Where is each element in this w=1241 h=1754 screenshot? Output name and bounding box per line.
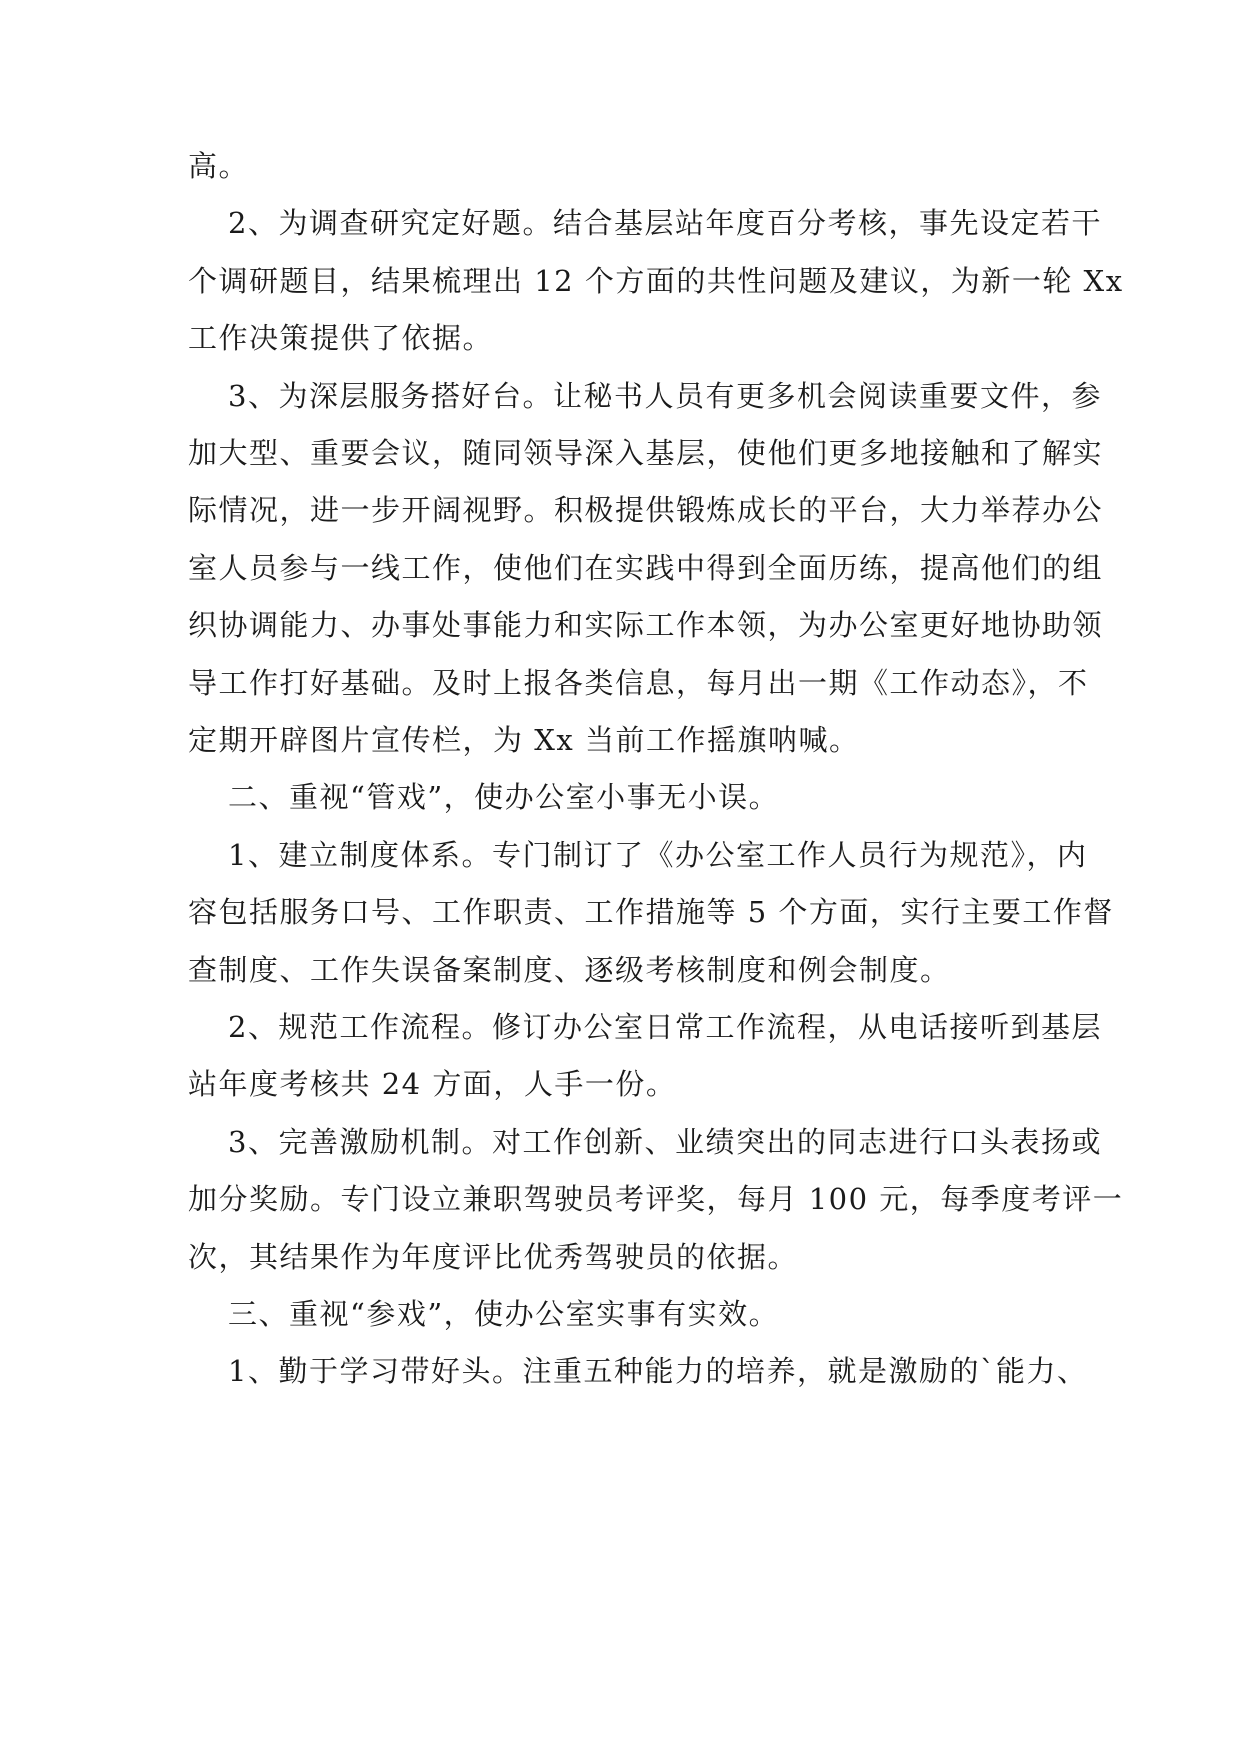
text-line: 加分奖励。专门设立兼职驾驶员考评奖，每月 100 元，每季度考评一: [188, 1182, 1124, 1216]
text-line: 个调研题目，结果梳理出 12 个方面的共性问题及建议，为新一轮 Xx: [188, 264, 1124, 298]
text-line: 导工作打好基础。及时上报各类信息，每月出一期《工作动态》，不: [188, 666, 1089, 700]
text-line: 站年度考核共 24 方面，人手一份。: [188, 1067, 677, 1101]
text-line: 加大型、重要会议，随同领导深入基层，使他们更多地接触和了解实: [188, 436, 1104, 470]
text-line: 工作决策提供了依据。: [188, 321, 494, 355]
text-line: 容包括服务口号、工作职责、工作措施等 5 个方面，实行主要工作督: [188, 895, 1114, 929]
text-line: 2、规范工作流程。修订办公室日常工作流程，从电话接听到基层: [228, 1010, 1102, 1044]
text-line: 3、完善激励机制。对工作创新、业绩突出的同志进行口头表扬或: [228, 1125, 1102, 1159]
section-heading: 二、重视“管戏”，使办公室小事无小误。: [228, 780, 780, 814]
text-line: 1、建立制度体系。专门制订了《办公室工作人员行为规范》，内: [228, 838, 1088, 872]
text-line: 织协调能力、办事处事能力和实际工作本领，为办公室更好地协助领: [188, 608, 1104, 642]
text-line: 际情况，进一步开阔视野。积极提供锻炼成长的平台，大力举荐办公: [188, 493, 1104, 527]
section-heading: 三、重视“参戏”，使办公室实事有实效。: [228, 1297, 780, 1331]
text-line: 查制度、工作失误备案制度、逐级考核制度和例会制度。: [188, 953, 951, 987]
text-line: 定期开辟图片宣传栏，为 Xx 当前工作摇旗呐喊。: [188, 723, 860, 757]
text-line: 2、为调查研究定好题。结合基层站年度百分考核，事先设定若干: [228, 206, 1102, 240]
text-line: 室人员参与一线工作，使他们在实践中得到全面历练，提高他们的组: [188, 551, 1104, 585]
text-line: 1、勤于学习带好头。注重五种能力的培养，就是激励的`能力、: [228, 1354, 1088, 1388]
text-line: 高。: [188, 149, 250, 183]
text-line: 次，其结果作为年度评比优秀驾驶员的依据。: [188, 1240, 799, 1274]
text-line: 3、为深层服务搭好台。让秘书人员有更多机会阅读重要文件，参: [228, 379, 1102, 413]
